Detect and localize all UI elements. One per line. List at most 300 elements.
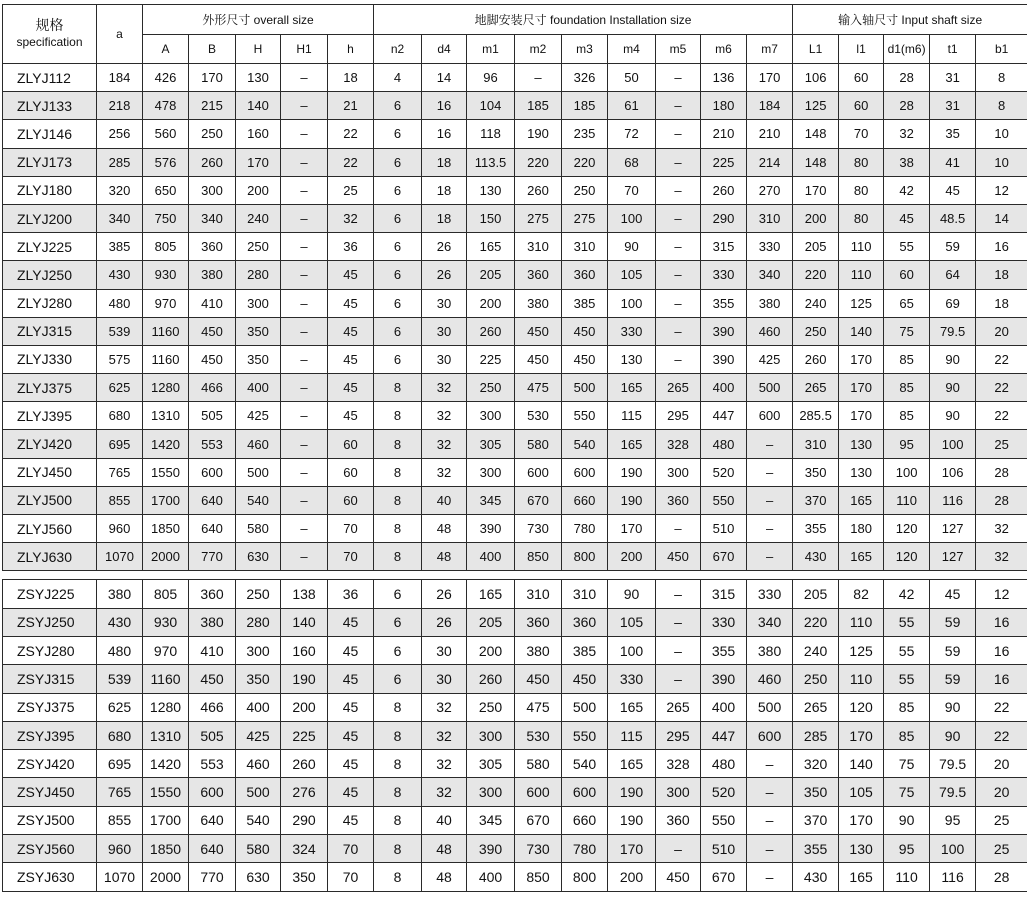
col-header-h: h xyxy=(328,35,374,64)
value-cell: 265 xyxy=(793,374,839,402)
col-header-a: A xyxy=(143,35,189,64)
value-cell: 350 xyxy=(236,665,281,693)
value-cell: – xyxy=(656,64,701,92)
table-row xyxy=(3,289,1027,317)
col-header-h1: H1 xyxy=(281,35,328,64)
col-header-m7: m7 xyxy=(747,35,793,64)
value-cell: 680 xyxy=(97,721,143,749)
value-cell: 60 xyxy=(839,92,884,120)
value-cell: 100 xyxy=(608,204,656,232)
value-cell: 12 xyxy=(976,176,1027,204)
value-cell: 360 xyxy=(656,806,701,834)
value-cell: 32 xyxy=(422,458,467,486)
value-cell: 290 xyxy=(701,204,747,232)
value-cell: 170 xyxy=(793,176,839,204)
value-cell: – xyxy=(747,543,793,571)
value-cell: 190 xyxy=(515,120,562,148)
value-cell: 380 xyxy=(97,580,143,608)
value-cell: 350 xyxy=(236,345,281,373)
value-cell: 625 xyxy=(97,374,143,402)
value-cell: 240 xyxy=(236,204,281,232)
value-cell: 466 xyxy=(189,374,236,402)
value-cell: 205 xyxy=(467,608,515,636)
value-cell: 25 xyxy=(328,176,374,204)
value-cell: 31 xyxy=(930,92,976,120)
value-cell: 26 xyxy=(422,233,467,261)
value-cell: 165 xyxy=(608,374,656,402)
value-cell: 1550 xyxy=(143,458,189,486)
spec-cell: ZSYJ225 xyxy=(3,580,97,608)
value-cell: 90 xyxy=(608,580,656,608)
value-cell: 390 xyxy=(701,665,747,693)
value-cell: 200 xyxy=(608,543,656,571)
value-cell: 520 xyxy=(701,458,747,486)
value-cell: 165 xyxy=(608,750,656,778)
value-cell: 460 xyxy=(747,317,793,345)
value-cell: 200 xyxy=(608,863,656,891)
value-cell: 8 xyxy=(374,721,422,749)
value-cell: 120 xyxy=(884,515,930,543)
table-row xyxy=(3,148,1027,176)
value-cell: 6 xyxy=(374,636,422,664)
value-cell: 450 xyxy=(515,317,562,345)
spec-cell: ZLYJ450 xyxy=(3,458,97,486)
table-row xyxy=(3,345,1027,373)
value-cell: 148 xyxy=(793,120,839,148)
value-cell: 14 xyxy=(976,204,1027,232)
value-cell: 130 xyxy=(839,458,884,486)
value-cell: – xyxy=(747,835,793,863)
value-cell: 450 xyxy=(515,665,562,693)
value-cell: 8 xyxy=(374,402,422,430)
value-cell: 200 xyxy=(236,176,281,204)
value-cell: 530 xyxy=(515,721,562,749)
value-cell: 45 xyxy=(328,402,374,430)
col-header-h: H xyxy=(236,35,281,64)
value-cell: 800 xyxy=(562,863,608,891)
value-cell: 6 xyxy=(374,148,422,176)
value-cell: 136 xyxy=(701,64,747,92)
value-cell: 32 xyxy=(422,778,467,806)
value-cell: 256 xyxy=(97,120,143,148)
value-cell: 1850 xyxy=(143,835,189,863)
value-cell: 600 xyxy=(189,458,236,486)
value-cell: 550 xyxy=(701,486,747,514)
value-cell: – xyxy=(656,345,701,373)
value-cell: 295 xyxy=(656,402,701,430)
value-cell: 450 xyxy=(562,317,608,345)
value-cell: – xyxy=(281,430,328,458)
value-cell: 360 xyxy=(189,233,236,261)
value-cell: – xyxy=(281,458,328,486)
value-cell: 20 xyxy=(976,317,1027,345)
value-cell: 45 xyxy=(328,693,374,721)
value-cell: 22 xyxy=(976,693,1027,721)
value-cell: 116 xyxy=(930,486,976,514)
value-cell: 478 xyxy=(143,92,189,120)
spec-cell: ZLYJ112 xyxy=(3,64,97,92)
value-cell: 855 xyxy=(97,806,143,834)
value-cell: 400 xyxy=(467,863,515,891)
value-cell: 350 xyxy=(281,863,328,891)
value-cell: 205 xyxy=(467,261,515,289)
value-cell: 220 xyxy=(562,148,608,176)
value-cell: 12 xyxy=(976,580,1027,608)
value-cell: 59 xyxy=(930,608,976,636)
value-cell: 447 xyxy=(701,402,747,430)
value-cell: 70 xyxy=(328,863,374,891)
col-header-d4: d4 xyxy=(422,35,467,64)
value-cell: 1850 xyxy=(143,515,189,543)
value-cell: 300 xyxy=(656,778,701,806)
value-cell: 26 xyxy=(422,608,467,636)
value-cell: 205 xyxy=(793,580,839,608)
value-cell: 310 xyxy=(562,580,608,608)
value-cell: 20 xyxy=(976,750,1027,778)
value-cell: – xyxy=(281,64,328,92)
value-cell: 430 xyxy=(793,543,839,571)
value-cell: 600 xyxy=(515,778,562,806)
value-cell: 380 xyxy=(189,261,236,289)
value-cell: – xyxy=(747,863,793,891)
value-cell: 480 xyxy=(701,750,747,778)
col-header-t1: t1 xyxy=(930,35,976,64)
value-cell: 79.5 xyxy=(930,750,976,778)
value-cell: 500 xyxy=(236,458,281,486)
value-cell: – xyxy=(747,778,793,806)
value-cell: 16 xyxy=(976,665,1027,693)
table-row xyxy=(3,835,1027,863)
value-cell: 32 xyxy=(422,721,467,749)
table-row xyxy=(3,120,1027,148)
value-cell: 85 xyxy=(884,374,930,402)
value-cell: 270 xyxy=(747,176,793,204)
spec-cell: ZSYJ450 xyxy=(3,778,97,806)
value-cell: 285.5 xyxy=(793,402,839,430)
value-cell: 140 xyxy=(839,317,884,345)
value-cell: 580 xyxy=(236,835,281,863)
value-cell: 85 xyxy=(884,345,930,373)
value-cell: 190 xyxy=(608,458,656,486)
value-cell: 200 xyxy=(793,204,839,232)
value-cell: 30 xyxy=(422,317,467,345)
value-cell: 330 xyxy=(701,261,747,289)
spec-cell: ZLYJ146 xyxy=(3,120,97,148)
value-cell: 275 xyxy=(515,204,562,232)
table-row xyxy=(3,317,1027,345)
spec-header-cn: 规格 xyxy=(35,17,64,33)
value-cell: 45 xyxy=(328,665,374,693)
value-cell: 130 xyxy=(839,835,884,863)
value-cell: 300 xyxy=(236,636,281,664)
value-cell: 780 xyxy=(562,515,608,543)
value-cell: 550 xyxy=(701,806,747,834)
value-cell: 80 xyxy=(839,148,884,176)
value-cell: 380 xyxy=(189,608,236,636)
value-cell: 22 xyxy=(976,402,1027,430)
value-cell: 930 xyxy=(143,608,189,636)
table-row xyxy=(3,176,1027,204)
value-cell: 6 xyxy=(374,176,422,204)
value-cell: 1700 xyxy=(143,486,189,514)
value-cell: 730 xyxy=(515,515,562,543)
value-cell: 50 xyxy=(608,64,656,92)
value-cell: 6 xyxy=(374,261,422,289)
value-cell: 355 xyxy=(793,835,839,863)
value-cell: – xyxy=(656,120,701,148)
value-cell: 280 xyxy=(236,608,281,636)
value-cell: 6 xyxy=(374,345,422,373)
value-cell: 70 xyxy=(839,120,884,148)
value-cell: 576 xyxy=(143,148,189,176)
value-cell: 100 xyxy=(884,458,930,486)
value-cell: 85 xyxy=(884,693,930,721)
value-cell: 580 xyxy=(515,750,562,778)
spec-cell: ZSYJ250 xyxy=(3,608,97,636)
value-cell: 165 xyxy=(608,430,656,458)
value-cell: 31 xyxy=(930,64,976,92)
value-cell: 630 xyxy=(236,863,281,891)
value-cell: – xyxy=(281,120,328,148)
value-cell: 8 xyxy=(374,835,422,863)
value-cell: 16 xyxy=(422,92,467,120)
value-cell: 450 xyxy=(189,665,236,693)
value-cell: 22 xyxy=(976,345,1027,373)
spec-cell: ZLYJ395 xyxy=(3,402,97,430)
value-cell: 64 xyxy=(930,261,976,289)
value-cell: 265 xyxy=(793,693,839,721)
value-cell: 410 xyxy=(189,289,236,317)
value-cell: 250 xyxy=(793,317,839,345)
value-cell: 355 xyxy=(793,515,839,543)
value-cell: 480 xyxy=(97,636,143,664)
value-cell: 225 xyxy=(281,721,328,749)
value-cell: – xyxy=(281,148,328,176)
value-cell: 530 xyxy=(515,402,562,430)
value-cell: 2000 xyxy=(143,543,189,571)
value-cell: 21 xyxy=(328,92,374,120)
value-cell: 6 xyxy=(374,289,422,317)
value-cell: 235 xyxy=(562,120,608,148)
value-cell: – xyxy=(281,317,328,345)
value-cell: 480 xyxy=(97,289,143,317)
value-cell: – xyxy=(656,92,701,120)
value-cell: 1420 xyxy=(143,430,189,458)
value-cell: 45 xyxy=(328,374,374,402)
value-cell: 330 xyxy=(608,317,656,345)
value-cell: 385 xyxy=(562,289,608,317)
value-cell: 28 xyxy=(976,486,1027,514)
value-cell: 79.5 xyxy=(930,317,976,345)
value-cell: 120 xyxy=(884,543,930,571)
value-cell: 250 xyxy=(236,233,281,261)
dimension-table xyxy=(2,4,1027,892)
value-cell: 80 xyxy=(839,176,884,204)
spec-cell: ZLYJ330 xyxy=(3,345,97,373)
value-cell: 61 xyxy=(608,92,656,120)
value-cell: 6 xyxy=(374,608,422,636)
value-cell: 410 xyxy=(189,636,236,664)
value-cell: 328 xyxy=(656,430,701,458)
value-cell: 8 xyxy=(374,486,422,514)
value-cell: 630 xyxy=(236,543,281,571)
header-row-columns xyxy=(3,35,1027,64)
value-cell: 855 xyxy=(97,486,143,514)
value-cell: 510 xyxy=(701,515,747,543)
table-row xyxy=(3,430,1027,458)
value-cell: 285 xyxy=(793,721,839,749)
value-cell: 400 xyxy=(236,374,281,402)
table-row xyxy=(3,515,1027,543)
value-cell: 430 xyxy=(97,608,143,636)
value-cell: 330 xyxy=(747,233,793,261)
value-cell: 10 xyxy=(976,120,1027,148)
value-cell: 184 xyxy=(747,92,793,120)
value-cell: – xyxy=(281,345,328,373)
value-cell: 48 xyxy=(422,515,467,543)
value-cell: 200 xyxy=(467,636,515,664)
value-cell: 260 xyxy=(793,345,839,373)
spec-header xyxy=(3,5,97,64)
value-cell: 48.5 xyxy=(930,204,976,232)
value-cell: 770 xyxy=(189,543,236,571)
zlyj-section xyxy=(3,64,1027,571)
value-cell: 447 xyxy=(701,721,747,749)
value-cell: 670 xyxy=(701,863,747,891)
value-cell: 600 xyxy=(515,458,562,486)
value-cell: 250 xyxy=(793,665,839,693)
value-cell: 1160 xyxy=(143,665,189,693)
value-cell: 310 xyxy=(515,233,562,261)
value-cell: 16 xyxy=(976,608,1027,636)
value-cell: 770 xyxy=(189,863,236,891)
value-cell: 850 xyxy=(515,863,562,891)
value-cell: 330 xyxy=(701,608,747,636)
value-cell: 360 xyxy=(562,261,608,289)
value-cell: 380 xyxy=(515,289,562,317)
value-cell: 300 xyxy=(467,778,515,806)
table-row xyxy=(3,402,1027,430)
spec-cell: ZLYJ180 xyxy=(3,176,97,204)
value-cell: 553 xyxy=(189,750,236,778)
value-cell: – xyxy=(747,486,793,514)
value-cell: 190 xyxy=(608,778,656,806)
value-cell: – xyxy=(281,486,328,514)
zsyj-section xyxy=(3,580,1027,891)
table-row xyxy=(3,261,1027,289)
value-cell: 730 xyxy=(515,835,562,863)
value-cell: 425 xyxy=(236,402,281,430)
spec-cell: ZLYJ420 xyxy=(3,430,97,458)
value-cell: 25 xyxy=(976,806,1027,834)
col-header-m5: m5 xyxy=(656,35,701,64)
value-cell: 190 xyxy=(281,665,328,693)
value-cell: 90 xyxy=(930,721,976,749)
value-cell: 30 xyxy=(422,636,467,664)
value-cell: 65 xyxy=(884,289,930,317)
value-cell: 127 xyxy=(930,515,976,543)
value-cell: 20 xyxy=(976,778,1027,806)
value-cell: 640 xyxy=(189,515,236,543)
table-row xyxy=(3,665,1027,693)
value-cell: 8 xyxy=(374,430,422,458)
value-cell: 110 xyxy=(839,261,884,289)
value-cell: – xyxy=(747,430,793,458)
value-cell: 350 xyxy=(793,458,839,486)
value-cell: – xyxy=(281,204,328,232)
value-cell: 550 xyxy=(562,721,608,749)
value-cell: 250 xyxy=(467,374,515,402)
value-cell: 250 xyxy=(562,176,608,204)
value-cell: 328 xyxy=(656,750,701,778)
value-cell: – xyxy=(281,374,328,402)
value-cell: 26 xyxy=(422,580,467,608)
col-header-m6: m6 xyxy=(701,35,747,64)
value-cell: 140 xyxy=(236,92,281,120)
value-cell: 80 xyxy=(839,204,884,232)
value-cell: 340 xyxy=(747,608,793,636)
value-cell: 500 xyxy=(562,374,608,402)
value-cell: 170 xyxy=(839,345,884,373)
value-cell: 600 xyxy=(747,402,793,430)
value-cell: 8 xyxy=(374,806,422,834)
col-header-n2: n2 xyxy=(374,35,422,64)
value-cell: – xyxy=(281,543,328,571)
value-cell: 380 xyxy=(515,636,562,664)
value-cell: 1070 xyxy=(97,543,143,571)
spec-cell: ZLYJ200 xyxy=(3,204,97,232)
value-cell: 90 xyxy=(930,345,976,373)
value-cell: 214 xyxy=(747,148,793,176)
value-cell: 450 xyxy=(515,345,562,373)
value-cell: 90 xyxy=(608,233,656,261)
value-cell: 326 xyxy=(562,64,608,92)
value-cell: 95 xyxy=(884,430,930,458)
value-cell: 45 xyxy=(930,176,976,204)
value-cell: – xyxy=(656,608,701,636)
section-gap-row xyxy=(3,571,1027,580)
value-cell: 118 xyxy=(467,120,515,148)
value-cell: 670 xyxy=(515,486,562,514)
value-cell: 765 xyxy=(97,458,143,486)
value-cell: 116 xyxy=(930,863,976,891)
value-cell: 210 xyxy=(747,120,793,148)
col-header-b: B xyxy=(189,35,236,64)
value-cell: 360 xyxy=(656,486,701,514)
value-cell: 345 xyxy=(467,806,515,834)
value-cell: 8 xyxy=(374,693,422,721)
value-cell: 430 xyxy=(97,261,143,289)
value-cell: 45 xyxy=(328,778,374,806)
spec-header-en: specification xyxy=(16,35,83,49)
value-cell: 520 xyxy=(701,778,747,806)
value-cell: 960 xyxy=(97,835,143,863)
value-cell: 16 xyxy=(422,120,467,148)
spec-cell: ZSYJ500 xyxy=(3,806,97,834)
value-cell: 60 xyxy=(328,486,374,514)
value-cell: 500 xyxy=(747,693,793,721)
input-shaft-header: 输入轴尺寸 Input shaft size xyxy=(793,5,1027,35)
value-cell: 970 xyxy=(143,289,189,317)
value-cell: 580 xyxy=(236,515,281,543)
value-cell: 18 xyxy=(976,261,1027,289)
value-cell: 390 xyxy=(467,835,515,863)
value-cell: 510 xyxy=(701,835,747,863)
value-cell: 28 xyxy=(884,92,930,120)
value-cell: 165 xyxy=(839,543,884,571)
value-cell: 505 xyxy=(189,402,236,430)
value-cell: 450 xyxy=(189,345,236,373)
